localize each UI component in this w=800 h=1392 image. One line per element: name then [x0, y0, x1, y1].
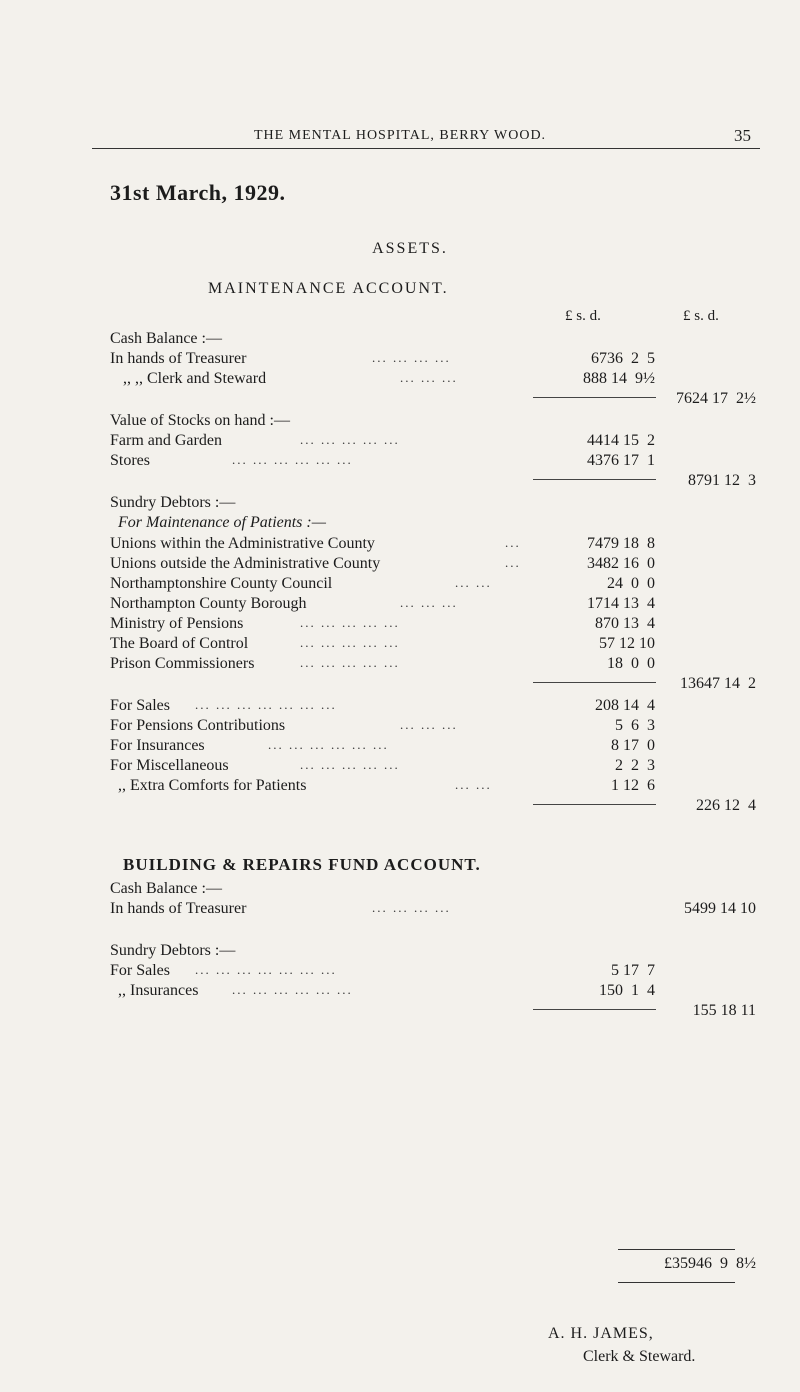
row-amount: 7479 18 8: [587, 535, 655, 552]
row-label: For Sales: [110, 962, 170, 979]
row-amount: 6736 2 5: [591, 350, 655, 367]
building-debtors-heading-line: [0, 942, 800, 964]
signature-name: A. H. JAMES,: [548, 1325, 654, 1342]
row-label: Prison Commissioners: [110, 655, 255, 672]
row-label: ,, ,, Clerk and Steward: [123, 370, 267, 387]
running-head: THE MENTAL HOSPITAL, BERRY WOOD.: [253, 128, 547, 143]
leader-dots: ... ... ... ... ...: [300, 615, 400, 630]
col-header-1: £ s. d.: [565, 308, 601, 324]
ledger-row: [0, 635, 800, 657]
row-label: For Insurances: [110, 737, 205, 754]
row-amount: 3482 16 0: [587, 555, 655, 572]
building-cash-heading: Cash Balance :—: [110, 880, 222, 897]
report-date: 31st March, 1929.: [110, 180, 286, 205]
row-amount: 4414 15 2: [587, 432, 655, 449]
row-amount: 150 1 4: [599, 982, 655, 999]
ledger-row: [0, 432, 800, 454]
row-label: Unions outside the Administrative County: [110, 555, 381, 572]
subtotal-amount: 155 18 11: [692, 1002, 756, 1019]
subtotal-line: [0, 472, 800, 494]
leader-dots: ...: [505, 555, 521, 570]
grand-total: £35946 9 8½: [664, 1255, 756, 1272]
maintenance-title: MAINTENANCE ACCOUNT.: [208, 280, 449, 297]
ledger-row: [0, 615, 800, 637]
subtotal-amount: 226 12 4: [696, 797, 756, 814]
row-label: Stores: [110, 452, 150, 469]
row-label: Unions within the Administrative County: [110, 535, 375, 552]
header-rule: [92, 148, 760, 149]
ledger-row: [0, 452, 800, 474]
leader-dots: ... ... ... ... ...: [300, 432, 400, 447]
leader-dots: ... ... ... ...: [372, 900, 451, 915]
debtors-subheading-line: [0, 514, 800, 536]
leader-dots: ... ... ...: [400, 595, 458, 610]
leader-dots: ... ... ... ... ... ...: [232, 452, 353, 467]
ledger-row: [0, 535, 800, 557]
leader-dots: ... ... ... ... ...: [300, 655, 400, 670]
leader-dots: ... ... ... ... ...: [300, 757, 400, 772]
leader-dots: ... ... ...: [400, 717, 458, 732]
ledger-row: [0, 595, 800, 617]
row-label: In hands of Treasurer: [110, 350, 247, 367]
col-header-2: £ s. d.: [683, 308, 719, 324]
ledger-row: [0, 575, 800, 597]
ledger-row: [0, 350, 800, 372]
leader-dots: ... ...: [455, 777, 492, 792]
row-label: Ministry of Pensions: [110, 615, 244, 632]
row-amount: 888 14 9½: [583, 370, 655, 387]
page-number: 35: [734, 126, 751, 145]
row-amount: 4376 17 1: [587, 452, 655, 469]
building-debtors-heading: Sundry Debtors :—: [110, 942, 236, 959]
ledger-row: [0, 555, 800, 577]
row-label: For Sales: [110, 697, 170, 714]
row-amount: 24 0 0: [607, 575, 655, 592]
ledger-row: [0, 737, 800, 759]
ledger-row: [0, 962, 800, 984]
ledger-row: [0, 655, 800, 677]
row-label: ,, Insurances: [118, 982, 199, 999]
ledger-row: [0, 757, 800, 779]
subtotal-line: [0, 1002, 800, 1024]
ledger-row: [0, 717, 800, 739]
building-title: BUILDING & REPAIRS FUND ACCOUNT.: [123, 855, 481, 874]
subtotal-line: [0, 797, 800, 819]
row-label: For Miscellaneous: [110, 757, 229, 774]
row-amount: 1714 13 4: [587, 595, 655, 612]
row-amount: 8 17 0: [611, 737, 655, 754]
ledger-row: [0, 777, 800, 799]
row-label: Farm and Garden: [110, 432, 222, 449]
row-amount: 5 6 3: [615, 717, 655, 734]
leader-dots: ... ... ... ...: [372, 350, 451, 365]
subtotal-amount: 8791 12 3: [688, 472, 756, 489]
debtors-heading: Sundry Debtors :—: [110, 494, 236, 511]
row-label: Northamptonshire County Council: [110, 575, 333, 592]
row-label: The Board of Control: [110, 635, 249, 652]
leader-dots: ... ... ...: [400, 370, 458, 385]
leader-dots: ... ... ... ... ... ... ...: [195, 697, 337, 712]
row-amount: 870 13 4: [595, 615, 655, 632]
stocks-heading-line: [0, 412, 800, 434]
grand-total-top-rule: [618, 1249, 735, 1250]
ledger-row: [0, 697, 800, 719]
subtotal-amount: 13647 14 2: [680, 675, 756, 692]
row-label: For Pensions Contributions: [110, 717, 286, 734]
signature-title: Clerk & Steward.: [583, 1348, 696, 1365]
row-amount: 2 2 3: [615, 757, 655, 774]
cash-heading-line: [0, 330, 800, 352]
row-amount: 5 17 7: [611, 962, 655, 979]
cash-heading: Cash Balance :—: [110, 330, 222, 347]
row-label: Northampton County Borough: [110, 595, 307, 612]
row-amount: 57 12 10: [599, 635, 655, 652]
ledger-row: [0, 900, 800, 922]
row-amount: 1 12 6: [611, 777, 655, 794]
debtors-subheading: For Maintenance of Patients :—: [118, 514, 326, 531]
assets-title: ASSETS.: [372, 240, 448, 257]
subtotal-line: [0, 675, 800, 697]
leader-dots: ... ... ... ... ... ...: [232, 982, 353, 997]
row-amount: 208 14 4: [595, 697, 655, 714]
row-label: ,, Extra Comforts for Patients: [118, 777, 307, 794]
leader-dots: ... ... ... ... ... ...: [268, 737, 389, 752]
leader-dots: ... ...: [455, 575, 492, 590]
leader-dots: ...: [505, 535, 521, 550]
debtors-heading-line: [0, 494, 800, 516]
subtotal-amount: 7624 17 2½: [676, 390, 756, 407]
ledger-row: [0, 370, 800, 392]
leader-dots: ... ... ... ... ... ... ...: [195, 962, 337, 977]
leader-dots: ... ... ... ... ...: [300, 635, 400, 650]
row-amount: 5499 14 10: [684, 900, 756, 917]
ledger-row: [0, 982, 800, 1004]
building-cash-heading-line: [0, 880, 800, 902]
stocks-heading: Value of Stocks on hand :—: [110, 412, 290, 429]
row-label: In hands of Treasurer: [110, 900, 247, 917]
subtotal-line: [0, 390, 800, 412]
grand-total-bottom-rule: [618, 1282, 735, 1283]
row-amount: 18 0 0: [607, 655, 655, 672]
grand-total-line: [0, 1255, 800, 1277]
